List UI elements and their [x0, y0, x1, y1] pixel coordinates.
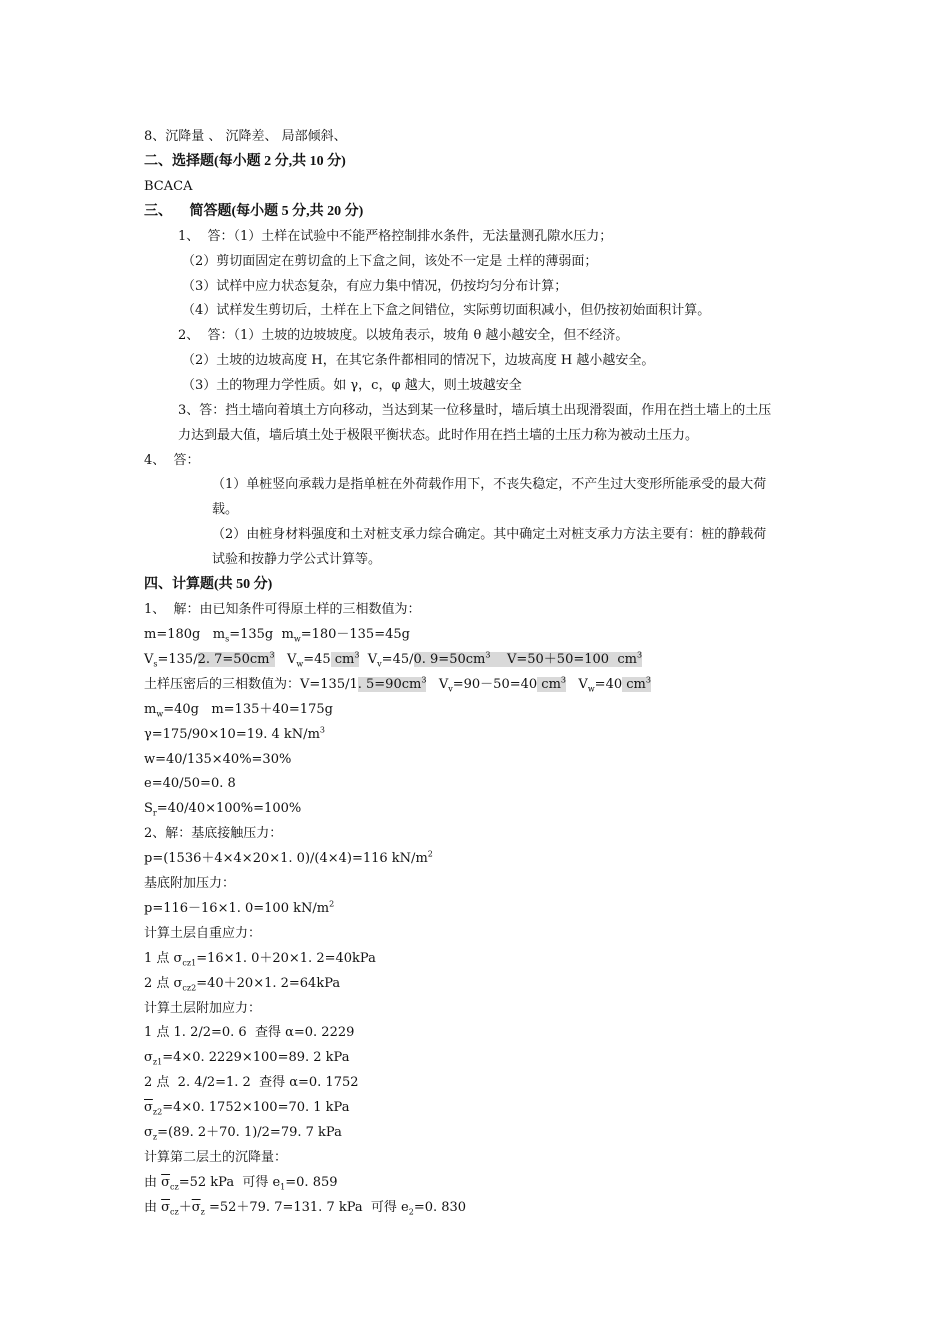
text-line — [212, 501, 238, 519]
text-line — [144, 1000, 261, 1018]
subscript: s — [153, 659, 158, 669]
superscript: 3 — [636, 650, 643, 660]
formula-line — [144, 1199, 466, 1217]
text: V=50＋50=100 cm — [506, 652, 637, 667]
text: 三、 简答题(每小题 5 分,共 20 分) — [144, 204, 364, 219]
text: BCACA — [144, 179, 193, 194]
subscript: w — [156, 709, 164, 719]
formula-line — [144, 651, 642, 669]
text: 1、 答：（1）土样在试验中不能严格控制排水条件，无法量测孔隙水压力； — [178, 229, 613, 244]
text: p=116－16×1. 0=100 kN/m — [144, 901, 330, 916]
superscript: 2 — [427, 849, 433, 859]
text: σ — [144, 1050, 153, 1065]
text-line — [212, 476, 766, 494]
formula-line — [144, 701, 333, 719]
text: （3）试样中应力状态复杂，有应力集中情况，仍按均匀分布计算； — [182, 279, 568, 294]
text: cm — [622, 677, 646, 692]
subscript: cz1 — [182, 958, 197, 968]
superscript: 3 — [269, 650, 275, 660]
text-line — [182, 302, 710, 320]
text: γ=175/90×10=19. 4 kN/m — [144, 727, 320, 742]
formula-line — [144, 1099, 349, 1117]
formula-line — [144, 726, 325, 744]
highlight — [414, 652, 643, 667]
text: $\overline{\sigma}$ — [191, 1200, 201, 1215]
subscript: 1 — [280, 1182, 286, 1192]
text-line — [178, 327, 628, 345]
section-heading — [144, 576, 272, 594]
text: 由 — [144, 1175, 162, 1190]
formula-line — [144, 1074, 359, 1092]
text-line — [178, 427, 698, 445]
text-line — [182, 352, 654, 370]
text: 计算第二层土的沉降量： — [144, 1150, 288, 1165]
text: 0. 9=50cm — [413, 652, 486, 667]
subscript: w — [293, 634, 301, 644]
highlight — [358, 677, 427, 692]
formula-line — [144, 1049, 349, 1067]
text: （2）土坡的边坡高度 H，在其它条件都相同的情况下，边坡高度 H 越小越安全。 — [182, 353, 655, 368]
text: 3、答：挡土墙向着填土方向移动，当达到某一位移量时，墙后填土出现滑裂面，作用在挡土墙上的土压 — [178, 403, 772, 418]
text: w=40/135×40%=30% — [144, 752, 292, 767]
formula-line — [144, 676, 651, 694]
text-line — [182, 253, 597, 271]
superscript: 3 — [421, 675, 427, 685]
text-line — [182, 377, 522, 395]
section-heading — [144, 153, 346, 171]
text-line — [144, 875, 235, 893]
subscript: z — [152, 1132, 158, 1142]
formula-line — [144, 1124, 342, 1142]
highlight — [331, 652, 360, 667]
subscript: z2 — [152, 1107, 163, 1117]
text: V — [367, 652, 378, 667]
text: $\overline{\sigma}$ — [161, 1175, 171, 1190]
text: S — [144, 801, 153, 816]
text: =(89. 2＋70. 1)/2=79. 7 kPa — [157, 1125, 342, 1140]
text: （2）由桩身材料强度和土对桩支承力综合确定。其中确定土对桩支承力方法主要有：桩的静载荷 — [212, 527, 767, 542]
text: V — [286, 652, 297, 667]
formula-line — [144, 950, 376, 968]
text: =45 — [303, 652, 331, 667]
text: （3）土的物理力学性质。如 γ，c，φ 越大，则土坡越安全 — [182, 378, 522, 393]
text: 计算土层自重应力： — [144, 926, 262, 941]
subscript: z — [200, 1207, 205, 1217]
text: =90－50=40 — [452, 677, 538, 692]
text: =52＋79. 7=131. 7 kPa 可得 e — [204, 1200, 409, 1215]
subscript: r — [152, 808, 157, 818]
text: V — [438, 677, 449, 692]
formula-line — [144, 1024, 354, 1042]
text: ＋ — [178, 1200, 192, 1215]
superscript: 3 — [319, 725, 325, 735]
subscript: v — [377, 659, 382, 669]
text: 2、解：基底接触压力： — [144, 826, 283, 841]
text-line — [144, 1149, 287, 1167]
superscript: 3 — [354, 650, 360, 660]
text: 力达到最大值，墙后填土处于极限平衡状态。此时作用在挡土墙的土压力称为被动土压力。 — [178, 428, 699, 443]
text-line — [178, 402, 771, 420]
text: 2、 答：（1）土坡的边坡坡度。以坡角表示，坡角 θ 越小越安全，但不经济。 — [178, 328, 629, 343]
subscript: s — [225, 634, 230, 644]
text: 1、 解：由已知条件可得原土样的三相数值为： — [144, 602, 421, 617]
text-line — [212, 526, 766, 544]
text: =0. 859 — [285, 1175, 338, 1190]
text: . 5=90cm — [357, 677, 422, 692]
text-line — [212, 551, 381, 569]
superscript: 3 — [560, 675, 567, 685]
text: （2）剪切面固定在剪切盒的上下盒之间，该处不一定是 土样的薄弱面； — [182, 254, 598, 269]
text: $\overline{\sigma}$ — [161, 1200, 171, 1215]
highlight — [198, 652, 275, 667]
text-line — [144, 452, 200, 470]
text: =45/ — [381, 652, 414, 667]
text-line — [144, 128, 347, 146]
text: σ — [144, 1125, 153, 1140]
text: $\overline{\sigma}$ — [144, 1100, 153, 1115]
text-line — [144, 825, 282, 843]
subscript: v — [448, 684, 453, 694]
text: =180－135=45g — [300, 627, 410, 642]
formula-line — [144, 900, 334, 918]
text: 土样压密后的三相数值为：V=135/1 — [144, 677, 358, 692]
text: =135g m — [229, 627, 294, 642]
text: 试验和按静力学公式计算等。 — [212, 552, 382, 567]
text: cm — [537, 677, 561, 692]
section-heading — [144, 203, 363, 221]
subscript: cz — [170, 1182, 179, 1192]
text: e=40/50=0. 8 — [144, 776, 236, 791]
text: 1 点 σ — [144, 951, 183, 966]
text: m=180g m — [144, 627, 226, 642]
text: =52 kPa 可得 e — [178, 1175, 281, 1190]
text: =4×0. 2229×100=89. 2 kPa — [162, 1050, 350, 1065]
text: 载。 — [212, 502, 239, 517]
text: 计算土层附加应力： — [144, 1001, 262, 1016]
subscript: 2 — [408, 1207, 414, 1217]
text: 4、 答： — [144, 453, 200, 468]
highlight — [537, 677, 566, 692]
formula-line — [144, 975, 340, 993]
text: V — [144, 652, 154, 667]
superscript: 3 — [485, 650, 491, 660]
subscript: w — [587, 684, 595, 694]
text: =16×1. 0＋20×1. 2=40kPa — [196, 951, 376, 966]
text: 二、选择题(每小题 2 分,共 10 分) — [144, 154, 346, 169]
text: （4）试样发生剪切后，土样在上下盒之间错位，实际剪切面积减小，但仍按初始面积计算。 — [182, 303, 711, 318]
text-line — [144, 925, 261, 943]
text: =135/ — [157, 652, 198, 667]
superscript: 2 — [329, 899, 335, 909]
subscript: cz2 — [182, 983, 197, 993]
text: =40 — [594, 677, 623, 692]
text: 由 — [144, 1200, 162, 1215]
formula-line — [144, 626, 410, 644]
text: =4×0. 1752×100=70. 1 kPa — [162, 1100, 350, 1115]
formula-line — [144, 751, 291, 769]
formula-line — [144, 775, 236, 793]
text: 2. 7=50cm — [197, 652, 270, 667]
text: m — [144, 702, 157, 717]
text: =40/40×100%=100% — [156, 801, 302, 816]
text: 1 点 1. 2/2=0. 6 查得 α=0. 2229 — [144, 1025, 355, 1040]
text: cm — [330, 652, 355, 667]
highlight — [622, 677, 651, 692]
text-line — [178, 228, 612, 246]
subscript: w — [296, 659, 304, 669]
subscript: cz — [170, 1207, 179, 1217]
text-line — [182, 278, 567, 296]
formula-line — [144, 800, 301, 818]
text: 四、计算题(共 50 分) — [144, 577, 273, 592]
text: =40＋20×1. 2=64kPa — [196, 976, 341, 991]
formula-line — [144, 1174, 338, 1192]
text: p=(1536＋4×4×20×1. 0)/(4×4)=116 kN/m — [144, 851, 428, 866]
text: =0. 830 — [413, 1200, 467, 1215]
superscript: 3 — [645, 675, 651, 685]
text: 2 点 2. 4/2=1. 2 查得 α=0. 1752 — [144, 1075, 359, 1090]
text: 2 点 σ — [144, 976, 183, 991]
text: （1）单桩竖向承载力是指单桩在外荷载作用下，不丧失稳定，不产生过大变形所能承受的最大荷 — [212, 477, 767, 492]
text: =40g m=135＋40=175g — [163, 702, 333, 717]
subscript: z1 — [152, 1057, 163, 1067]
text: V — [578, 677, 588, 692]
text-line — [144, 601, 421, 619]
text-line — [144, 178, 192, 196]
text: 8、沉降量 、 沉降差、 局部倾斜、 — [144, 129, 347, 144]
text: 基底附加压力： — [144, 876, 236, 891]
formula-line — [144, 850, 433, 868]
